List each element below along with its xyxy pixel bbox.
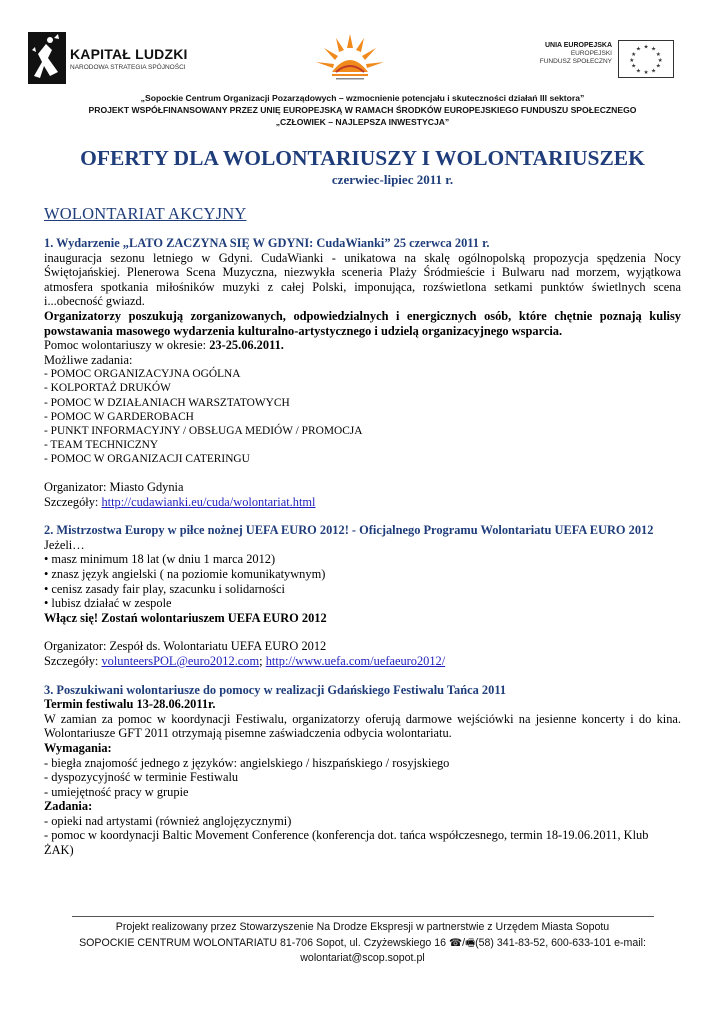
offer-3-term: Termin festiwalu 13-28.06.2011r. xyxy=(44,697,216,712)
offer-3-description: W zamian za pomoc w koordynacji Festiwalu, organizatorzy oferują darmowe wejściówki na jesienne koncerty i do kina. Wolontariusze GFT 2011 otrzymają pisemne zaświadczenia odbycia wolontariatu. xyxy=(44,711,681,741)
help-period-dates: 23-25.06.2011. xyxy=(209,338,284,353)
eu-label-3: FUNDUSZ SPOŁECZNY xyxy=(539,58,612,65)
help-period-label: Pomoc wolontariuszy w okresie: xyxy=(44,338,210,353)
list-item: - umiejętność pracy w grupie xyxy=(44,784,189,799)
eu-logo xyxy=(520,40,700,80)
list-item: • lubisz działać w zespole xyxy=(44,596,172,611)
svg-text:★: ★ xyxy=(631,63,637,70)
list-item: - POMOC W ORGANIZACJI CATERINGU xyxy=(44,452,250,465)
svg-text:★: ★ xyxy=(655,52,661,59)
section-title: WOLONTARIAT AKCYJNY xyxy=(44,204,247,223)
project-name: „Sopockie Centrum Organizacji Pozarządowych – wzmocnienie potencjału i skuteczności działań III sektora” xyxy=(140,93,585,103)
offer-2-organizer: Organizator: Zespół ds. Wolontariatu UEFA EURO 2012 xyxy=(44,639,327,654)
offer-2-cta: Włącz się! Zostań wolontariuszem UEFA EURO 2012 xyxy=(44,610,327,625)
details-label: Szczegóły: xyxy=(44,653,102,668)
svg-text:★: ★ xyxy=(651,68,657,75)
offer-1-heading: 1. Wydarzenie „LATO ZACZYNA SIĘ W GDYNI: CudaWianki” 25 czerwca 2011 r. xyxy=(44,236,490,250)
kapital-ludzki-subtitle: NARODOWA STRATEGIA SPÓJNOŚCI xyxy=(70,64,186,71)
offer-2-details xyxy=(44,654,681,669)
list-item: • masz minimum 18 lat (w dniu 1 marca 2012) xyxy=(44,552,276,567)
offer-3-requirements-label: Wymagania: xyxy=(44,740,112,755)
project-motto: „CZŁOWIEK – NAJLEPSZA INWESTYCJA” xyxy=(275,117,450,127)
kapital-ludzki-logo xyxy=(28,32,188,84)
cofinancing-note: PROJEKT WSPÓŁFINANSOWANY PRZEZ UNIĘ EUROPEJSKĄ W RAMACH ŚRODKÓW EUROPEJSKIEGO FUNDUSZU SPOŁECZNEGO xyxy=(88,105,637,115)
offer-1-call: Organizatorzy poszukują zorganizowanych, odpowiedzialnych i energicznych osób, które chętnie poznają kulisy powstawania masowego wydarzenia kulturalno-artystycznego i udzielą organizacyjnego wsparcia. xyxy=(44,308,681,338)
svg-text:★: ★ xyxy=(629,57,635,64)
list-item: - opieki nad artystami (również anglojęzycznymi) xyxy=(44,813,292,828)
svg-text:★: ★ xyxy=(651,46,657,53)
page-title: OFERTY DLA WOLONTARIUSZY I WOLONTARIUSZEK xyxy=(80,146,645,170)
footer-email: wolontariat@scop.sopot.pl xyxy=(300,952,425,964)
svg-text:★: ★ xyxy=(643,70,649,77)
offer-1-task-list xyxy=(44,367,681,466)
cudawianki-link[interactable]: http://cudawianki.eu/cuda/wolontariat.html xyxy=(101,494,316,509)
offer-1-organizer: Organizator: Miasto Gdynia xyxy=(44,480,184,494)
offer-2-heading: 2. Mistrzostwa Europy w piłce nożnej UEFA EURO 2012! - Oficjalnego Programu Wolontariatu UEFA EURO 2012 xyxy=(44,523,654,538)
project-header-text xyxy=(0,92,725,128)
list-item: - POMOC ORGANIZACYJNA OGÓLNA xyxy=(44,368,241,381)
document-footer xyxy=(0,920,725,967)
svg-text:★: ★ xyxy=(635,68,641,75)
footer-project-note: Projekt realizowany przez Stowarzyszenie Na Drodze Ekspresji w partnerstwie z Urzędem Miasta Sopotu xyxy=(115,921,610,933)
svg-text:★: ★ xyxy=(643,44,649,51)
list-item: - KOLPORTAŻ DRUKÓW xyxy=(44,382,171,395)
list-item: - TEAM TECHNICZNY xyxy=(44,438,159,451)
list-item: - dyspozycyjność w terminie Festiwalu xyxy=(44,770,239,785)
offer-1-tasks-label: Możliwe zadania: xyxy=(44,352,133,367)
list-item: • cenisz zasady fair play, szacunku i solidarności xyxy=(44,581,285,596)
offers-content xyxy=(44,236,681,858)
link-separator: ; xyxy=(259,653,266,668)
list-item: - POMOC W GARDEROBACH xyxy=(44,410,194,423)
page-date: czerwiec-lipiec 2011 r. xyxy=(331,172,454,187)
details-label: Szczegóły: xyxy=(44,494,102,509)
scop-sun-logo-icon xyxy=(306,26,394,88)
kapital-ludzki-title: KAPITAŁ LUDZKI xyxy=(70,46,188,62)
list-item: - PUNKT INFORMACYJNY / OBSŁUGA MEDIÓW / PROMOCJA xyxy=(44,424,363,437)
offer-1-details xyxy=(44,495,681,510)
offer-1-help-period xyxy=(44,338,681,353)
svg-text:★: ★ xyxy=(657,57,663,64)
svg-text:★: ★ xyxy=(655,63,661,70)
document-header xyxy=(0,0,725,130)
svg-text:★: ★ xyxy=(631,52,637,59)
list-item: • znasz język angielski ( na poziomie komunikatywnym) xyxy=(44,566,326,581)
list-item: - biegła znajomość jednego z języków: angielskiego / hiszpańskiego / rosyjskiego xyxy=(44,755,450,770)
list-item: - pomoc w koordynacji Baltic Movement Conference (konferencja dot. tańca współczesnego, termin 18-19.06.2011, Klub ŻAK) xyxy=(44,828,649,858)
kapital-ludzki-mark-icon xyxy=(28,32,66,84)
footer-divider xyxy=(72,916,654,917)
offer-3-tasks-label: Zadania: xyxy=(44,799,93,814)
offer-2-intro: Jeżeli… xyxy=(44,537,85,552)
footer-contact: SOPOCKIE CENTRUM WOLONTARIATU 81-706 Sopot, ul. Czyżewskiego 16 ☎/🖷(58) 341-83-52, 600-633-101 e-mail: xyxy=(79,936,646,949)
eu-label-2: EUROPEJSKI xyxy=(570,50,612,57)
list-item: - POMOC W DZIAŁANIACH WARSZTATOWYCH xyxy=(44,396,290,409)
svg-text:★: ★ xyxy=(635,46,641,53)
eu-flag-icon xyxy=(618,40,674,78)
uefa-email-link[interactable]: volunteersPOL@euro2012.com xyxy=(101,653,260,668)
offer-1-description: inauguracja sezonu letniego w Gdyni. CudaWianki - unikatowa na skalę ogólnopolską propozycja spędzenia Nocy Świętojańskiej. Plenerowa Scena Muzyczna, niezwykła sceneria Plaży Śródmieście i Bulwaru nad morzem, wyjątkowa atmosfera spotkania miłośników muzyki z całej Polski, imponująca, rozświetlona setkami punktów świetlnych scena i...obecność gwiazd. xyxy=(44,250,681,309)
eu-label: UNIA EUROPEJSKA xyxy=(544,42,612,49)
uefa-website-link[interactable]: http://www.uefa.com/uefaeuro2012/ xyxy=(265,653,446,668)
offer-3-heading: 3. Poszukiwani wolontariusze do pomocy w realizacji Gdańskiego Festiwalu Tańca 2011 xyxy=(44,682,507,697)
